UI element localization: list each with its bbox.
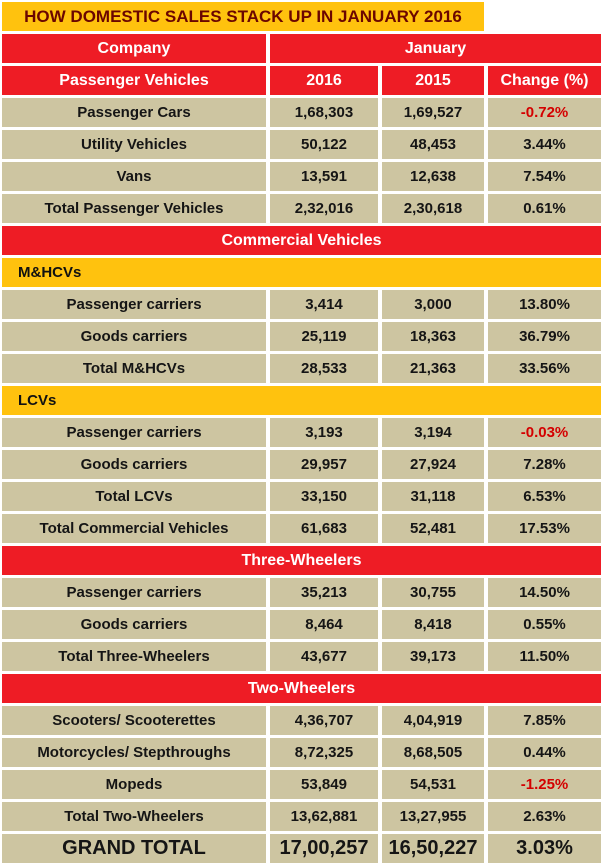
row-label: Goods carriers <box>2 322 266 351</box>
column-header-2016: 2016 <box>270 66 378 95</box>
value-2016: 25,119 <box>270 322 378 351</box>
grand-total-row <box>2 834 601 863</box>
page-title: HOW DOMESTIC SALES STACK UP IN JANUARY 2016 <box>2 2 484 31</box>
row-label: Goods carriers <box>2 610 266 639</box>
value-2016: 33,150 <box>270 482 378 511</box>
section-band-row <box>2 226 601 255</box>
table-row <box>2 418 601 447</box>
row-label: Passenger carriers <box>2 418 266 447</box>
change-value: 36.79% <box>488 322 601 351</box>
value-2016: 1,68,303 <box>270 98 378 127</box>
row-label: GRAND TOTAL <box>2 834 266 863</box>
value-2016: 4,36,707 <box>270 706 378 735</box>
table-row <box>2 482 601 511</box>
value-2016: 2,32,016 <box>270 194 378 223</box>
value-2016: 28,533 <box>270 354 378 383</box>
change-value: 2.63% <box>488 802 601 831</box>
value-2016: 8,464 <box>270 610 378 639</box>
row-label: Passenger Cars <box>2 98 266 127</box>
table-row <box>2 738 601 767</box>
value-2016: 13,62,881 <box>270 802 378 831</box>
change-value: -0.03% <box>488 418 601 447</box>
value-2015: 16,50,227 <box>382 834 484 863</box>
value-2015: 4,04,919 <box>382 706 484 735</box>
value-2016: 53,849 <box>270 770 378 799</box>
value-2015: 48,453 <box>382 130 484 159</box>
value-2016: 3,414 <box>270 290 378 319</box>
table-row <box>2 514 601 543</box>
row-label: Total Commercial Vehicles <box>2 514 266 543</box>
change-value: 3.03% <box>488 834 601 863</box>
value-2015: 8,68,505 <box>382 738 484 767</box>
change-value: 0.61% <box>488 194 601 223</box>
row-label: Mopeds <box>2 770 266 799</box>
table-row <box>2 354 601 383</box>
section-band-row <box>2 546 601 575</box>
change-value: 0.55% <box>488 610 601 639</box>
row-label: Scooters/ Scooterettes <box>2 706 266 735</box>
table-row <box>2 770 601 799</box>
table-row <box>2 578 601 607</box>
change-value: 3.44% <box>488 130 601 159</box>
column-header-january: January <box>270 34 601 63</box>
table-row <box>2 290 601 319</box>
subsection-label: M&HCVs <box>2 258 601 287</box>
value-2015: 27,924 <box>382 450 484 479</box>
change-value: 13.80% <box>488 290 601 319</box>
change-value: 7.54% <box>488 162 601 191</box>
change-value: 7.28% <box>488 450 601 479</box>
table-row <box>2 450 601 479</box>
value-2015: 18,363 <box>382 322 484 351</box>
subsection-band-row <box>2 258 601 287</box>
row-label: Total M&HCVs <box>2 354 266 383</box>
value-2015: 13,27,955 <box>382 802 484 831</box>
section-band-row <box>2 674 601 703</box>
subsection-band-row <box>2 386 601 415</box>
row-label: Goods carriers <box>2 450 266 479</box>
value-2016: 13,591 <box>270 162 378 191</box>
column-header-change: Change (%) <box>488 66 601 95</box>
column-header-2015: 2015 <box>382 66 484 95</box>
value-2016: 43,677 <box>270 642 378 671</box>
row-label: Passenger carriers <box>2 578 266 607</box>
header-row-group <box>2 34 601 63</box>
section-label: Commercial Vehicles <box>2 226 601 255</box>
value-2015: 54,531 <box>382 770 484 799</box>
section-label: Three-Wheelers <box>2 546 601 575</box>
title-spacer <box>488 2 601 31</box>
table-row <box>2 98 601 127</box>
value-2016: 61,683 <box>270 514 378 543</box>
table-row <box>2 162 601 191</box>
value-2015: 8,418 <box>382 610 484 639</box>
change-value: -1.25% <box>488 770 601 799</box>
table-row <box>2 322 601 351</box>
title-row <box>2 2 601 31</box>
value-2016: 3,193 <box>270 418 378 447</box>
change-value: 7.85% <box>488 706 601 735</box>
value-2015: 31,118 <box>382 482 484 511</box>
column-header-passenger-vehicles: Passenger Vehicles <box>2 66 266 95</box>
change-value: 33.56% <box>488 354 601 383</box>
table-row <box>2 642 601 671</box>
row-label: Total Passenger Vehicles <box>2 194 266 223</box>
section-label: Two-Wheelers <box>2 674 601 703</box>
row-label: Total Two-Wheelers <box>2 802 266 831</box>
value-2016: 35,213 <box>270 578 378 607</box>
subsection-label: LCVs <box>2 386 601 415</box>
table-row <box>2 130 601 159</box>
header-row-sub <box>2 66 601 95</box>
table-row <box>2 802 601 831</box>
value-2016: 8,72,325 <box>270 738 378 767</box>
value-2015: 12,638 <box>382 162 484 191</box>
column-header-company: Company <box>2 34 266 63</box>
row-label: Utility Vehicles <box>2 130 266 159</box>
change-value: 14.50% <box>488 578 601 607</box>
change-value: 6.53% <box>488 482 601 511</box>
row-label: Total LCVs <box>2 482 266 511</box>
table-row <box>2 610 601 639</box>
table-row <box>2 706 601 735</box>
value-2016: 29,957 <box>270 450 378 479</box>
value-2015: 2,30,618 <box>382 194 484 223</box>
change-value: 17.53% <box>488 514 601 543</box>
value-2015: 3,000 <box>382 290 484 319</box>
value-2016: 50,122 <box>270 130 378 159</box>
value-2015: 30,755 <box>382 578 484 607</box>
row-label: Passenger carriers <box>2 290 266 319</box>
value-2015: 39,173 <box>382 642 484 671</box>
value-2015: 1,69,527 <box>382 98 484 127</box>
row-label: Total Three-Wheelers <box>2 642 266 671</box>
row-label: Vans <box>2 162 266 191</box>
change-value: 11.50% <box>488 642 601 671</box>
row-label: Motorcycles/ Stepthroughs <box>2 738 266 767</box>
table-row <box>2 194 601 223</box>
value-2015: 21,363 <box>382 354 484 383</box>
change-value: 0.44% <box>488 738 601 767</box>
change-value: -0.72% <box>488 98 601 127</box>
value-2015: 52,481 <box>382 514 484 543</box>
value-2016: 17,00,257 <box>270 834 378 863</box>
value-2015: 3,194 <box>382 418 484 447</box>
